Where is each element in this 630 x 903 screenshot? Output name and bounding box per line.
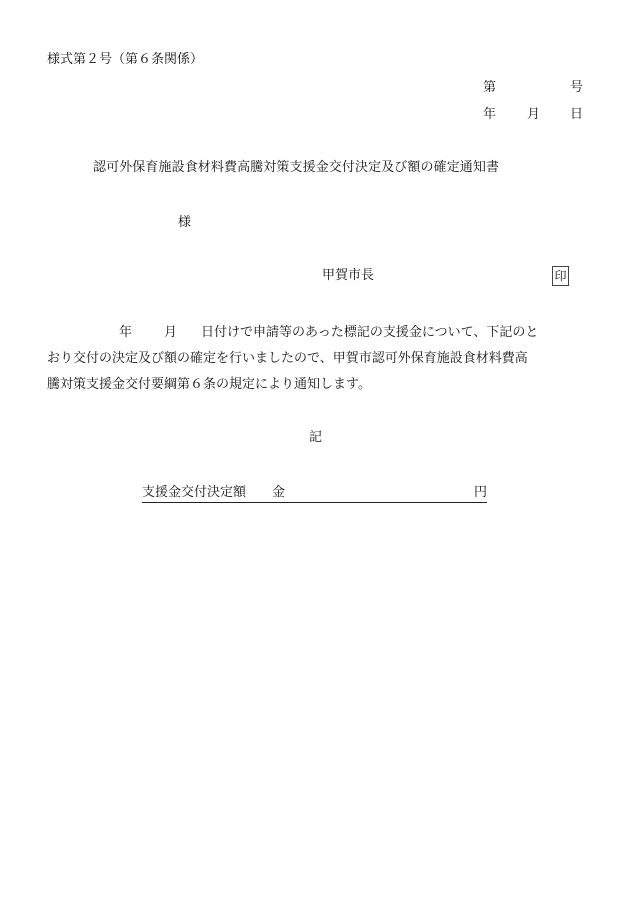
seal-box: 印: [552, 266, 569, 286]
body-year: 年: [119, 325, 133, 340]
body-line-2: おり交付の決定及び額の確定を行いましたので、甲賀市認可外保育施設食材料費高: [47, 351, 528, 366]
number-suffix: 号: [569, 80, 583, 95]
document-title: 認可外保育施設食材料費高騰対策支援金交付決定及び額の確定通知書: [93, 160, 500, 175]
body-line-3: 騰対策支援金交付要綱第６条の規定により通知します。: [47, 377, 371, 392]
form-label: 様式第２号（第６条関係）: [47, 52, 204, 67]
amount-line: [142, 485, 487, 503]
amount-kin: 金: [272, 485, 286, 500]
body-paragraph: [47, 320, 583, 398]
amount-label: 支援金交付決定額: [142, 485, 247, 500]
number-prefix: 第: [483, 80, 497, 95]
sender-name: 甲賀市長: [322, 268, 375, 283]
addressee-honorific: 様: [178, 215, 192, 230]
body-line-1-text: 日付けで申請等のあった標記の支援金について、下記のと: [201, 325, 539, 340]
body-month: 月: [164, 325, 178, 340]
ki-heading: 記: [309, 430, 323, 445]
body-line-1: [47, 320, 583, 346]
date-year: 年: [483, 107, 497, 122]
amount-yen: 円: [473, 485, 487, 500]
date-day: 日: [569, 107, 583, 122]
date-month: 月: [527, 107, 541, 122]
